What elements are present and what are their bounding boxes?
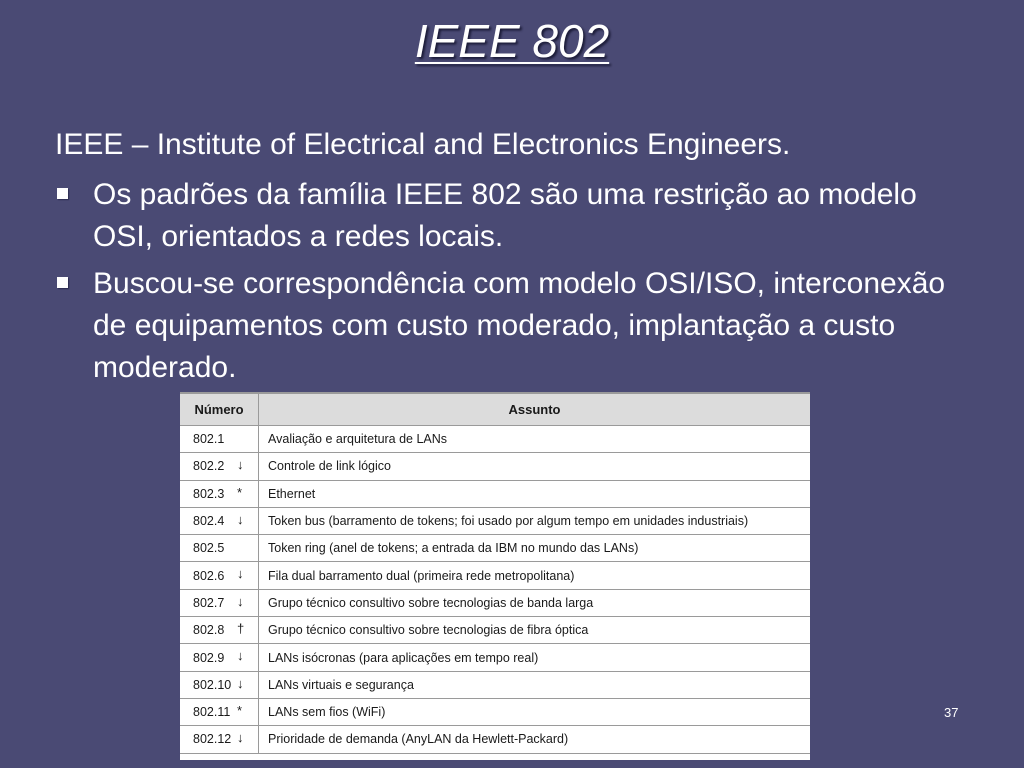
cell-number xyxy=(180,644,259,671)
status-mark: ↓ xyxy=(237,457,244,473)
status-mark: ↓ xyxy=(237,593,244,609)
ieee-802-table xyxy=(180,392,810,760)
standard-number: 802.11 xyxy=(193,705,231,720)
table-row xyxy=(180,726,810,753)
table-row xyxy=(180,507,810,534)
status-mark: * xyxy=(237,702,243,718)
table-row xyxy=(180,535,810,562)
cell-number xyxy=(180,726,259,753)
cell-subject: Prioridade de demanda (AnyLAN da Hewlett-Packard) xyxy=(259,726,811,753)
status-mark: † xyxy=(237,621,245,637)
table-row xyxy=(180,617,810,644)
cell-subject: LANs isócronas (para aplicações em tempo real) xyxy=(259,644,811,671)
slide-number: 37 xyxy=(944,705,959,720)
cell-subject: LANs sem fios (WiFi) xyxy=(259,698,811,725)
slide-title: IEEE 802 xyxy=(414,15,610,67)
status-mark: ↓ xyxy=(237,648,244,664)
cell-subject: Controle de link lógico xyxy=(259,453,811,480)
table-row xyxy=(180,698,810,725)
cell-number xyxy=(180,507,259,534)
table-row xyxy=(180,589,810,616)
standard-number: 802.6 xyxy=(193,568,225,583)
status-mark: ↓ xyxy=(237,566,244,582)
bullet-text: Buscou-se correspondência com modelo OSI/ISO, interconexão de equipamentos com custo moderado, implantação a custo moderado. xyxy=(93,267,946,384)
table-row xyxy=(180,426,810,453)
table-row xyxy=(180,644,810,671)
standard-number: 802.7 xyxy=(193,595,225,610)
table-body xyxy=(180,426,810,754)
cell-subject: Token bus (barramento de tokens; foi usado por algum tempo em unidades industriais) xyxy=(259,507,811,534)
cell-number xyxy=(180,617,259,644)
table-header-row xyxy=(180,393,810,426)
table-row xyxy=(180,453,810,480)
standard-number: 802.2 xyxy=(193,459,225,474)
standard-number: 802.12 xyxy=(193,732,232,747)
standard-number: 802.10 xyxy=(193,677,232,692)
status-mark: ↓ xyxy=(237,511,244,527)
cell-subject: Grupo técnico consultivo sobre tecnologias de fibra óptica xyxy=(259,617,811,644)
bullet-item xyxy=(55,174,955,258)
column-header-number: Número xyxy=(180,393,259,426)
cell-subject: Grupo técnico consultivo sobre tecnologias de banda larga xyxy=(259,589,811,616)
standard-number: 802.4 xyxy=(193,514,225,529)
table-row xyxy=(180,671,810,698)
cell-subject: Ethernet xyxy=(259,480,811,507)
cell-subject: Fila dual barramento dual (primeira rede metropolitana) xyxy=(259,562,811,589)
square-bullet-icon xyxy=(57,277,68,288)
cell-subject: Token ring (anel de tokens; a entrada da IBM no mundo das LANs) xyxy=(259,535,811,562)
cell-number xyxy=(180,453,259,480)
cell-number xyxy=(180,698,259,725)
status-mark: ↓ xyxy=(237,675,244,691)
standard-number: 802.9 xyxy=(193,650,225,665)
cell-number xyxy=(180,426,259,453)
status-mark: ↓ xyxy=(237,730,244,746)
lead-paragraph: IEEE – Institute of Electrical and Electronics Engineers. xyxy=(55,128,791,161)
cell-number xyxy=(180,480,259,507)
cell-number xyxy=(180,589,259,616)
standard-number: 802.1 xyxy=(193,432,225,447)
square-bullet-icon xyxy=(57,188,68,199)
cell-number xyxy=(180,671,259,698)
cell-number xyxy=(180,535,259,562)
standard-number: 802.3 xyxy=(193,486,225,501)
table-row xyxy=(180,480,810,507)
cell-subject: Avaliação e arquitetura de LANs xyxy=(259,426,811,453)
column-header-subject: Assunto xyxy=(259,393,811,426)
cell-number xyxy=(180,562,259,589)
bullet-item xyxy=(55,263,955,389)
table-row xyxy=(180,562,810,589)
cell-subject: LANs virtuais e segurança xyxy=(259,671,811,698)
bullet-text: Os padrões da família IEEE 802 são uma restrição ao modelo OSI, orientados a redes locais. xyxy=(93,178,917,253)
standards-table xyxy=(180,392,810,754)
standard-number: 802.8 xyxy=(193,623,225,638)
status-mark: * xyxy=(237,484,243,500)
standard-number: 802.5 xyxy=(193,541,225,556)
